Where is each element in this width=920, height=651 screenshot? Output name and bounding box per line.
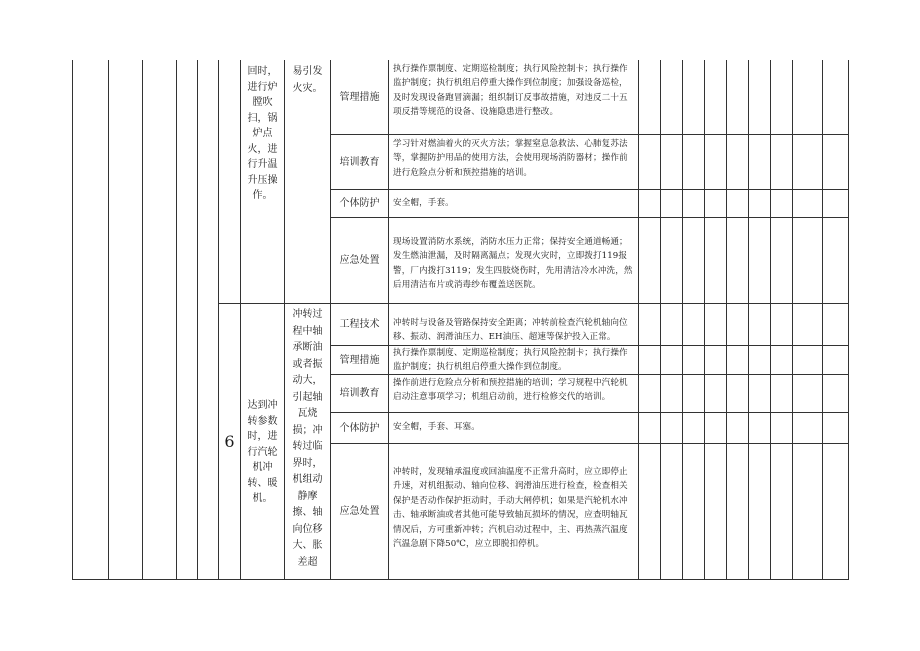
row5-measure-ppe: 安全帽，手套。 <box>393 198 454 208</box>
row6-measure-engineering: 冲转时与设备及管路保持安全距离；冲转前检查汽轮机轴向位移、振动、润滑油压力、EH油压、超速等保护投入正常。 <box>393 318 628 343</box>
row6-measure-management: 执行操作票制度、定期巡检制度；执行风险控制卡；执行操作监护制度；执行机组启停重大操作到位制度。 <box>393 348 628 373</box>
row6-category-emergency: 应急处置 <box>339 506 380 517</box>
row5-measure-emergency: 现场设置消防水系统，消防水压力正常；保持安全通道畅通；发生燃油泄漏，及时隔离漏点；发现火灾时，立即拨打119报警，厂内拨打3119；发生四肢烧伤时，先用清洁冷水冲洗，然后用清洁布片或消毒纱布覆盖送医院。 <box>393 237 633 291</box>
row5-category-ppe: 个体防护 <box>339 198 380 209</box>
row6-hazard: 冲转过程中轴承断油或者振动大，引起轴瓦烧损；冲转过临界时，机组动静摩擦、轴向位移大、胀差超 <box>292 309 323 568</box>
row5-category-training: 培训教育 <box>339 156 380 168</box>
row6-category-ppe: 个体防护 <box>339 422 380 434</box>
row6-measure-emergency: 冲转时，发现轴承温度或回油温度不正常升高时，应立即停止升速，对机组振动、轴向位移、润滑油压进行检查，检查相关保护是否动作保护拒动时，手动大闸停机；如果是汽轮机水冲击、轴承断油或者其他可能导致轴瓦损坏的情况，应查明轴瓦情况后，方可重新冲转；汽机启动过程中，主、再热蒸汽温度汽温急剧下降50℃，应立即脱扣停机。 <box>393 467 628 550</box>
row6-category-management: 管理措施 <box>339 354 380 366</box>
row5-category-management: 管理措施 <box>339 92 380 103</box>
row6-measure-ppe: 安全帽，手套、耳塞。 <box>393 422 480 432</box>
row6-seq-number: 6 <box>224 432 235 451</box>
row5-activity: 回时，进行炉膛吹扫，锅炉点火，进行升温升压操作。 <box>247 66 278 201</box>
row5-measure-training: 学习针对燃油着火的灭火方法；掌握窒息急救法、心肺复苏法等，掌握防护用品的使用方法，会使用现场消防器材；操作前进行危险点分析和预控措施的培训。 <box>393 139 628 178</box>
row6-category-training: 培训教育 <box>339 388 380 399</box>
row5-measure-management: 执行操作票制度、定期巡检制度；执行风险控制卡；执行操作监护制度；执行机组启停重大操作到位制度；加强设备巡检，及时发现设备跑冒滴漏；组织制订反事故措施，对违反二十五项反措等规范的设备、设施隐患进行整改。 <box>393 64 628 118</box>
row5-hazard: 易引发火灾。 <box>292 66 323 94</box>
row6-activity: 达到冲转参数时，进行汽轮机冲转、暖机。 <box>247 400 278 504</box>
row5-category-emergency: 应急处置 <box>339 255 380 266</box>
row6-category-engineering: 工程技术 <box>339 319 380 330</box>
row6-measure-training: 操作前进行危险点分析和预控措施的培训；学习规程中汽轮机启动注意事项学习；机组启动前，进行检修交代的培训。 <box>393 378 628 403</box>
